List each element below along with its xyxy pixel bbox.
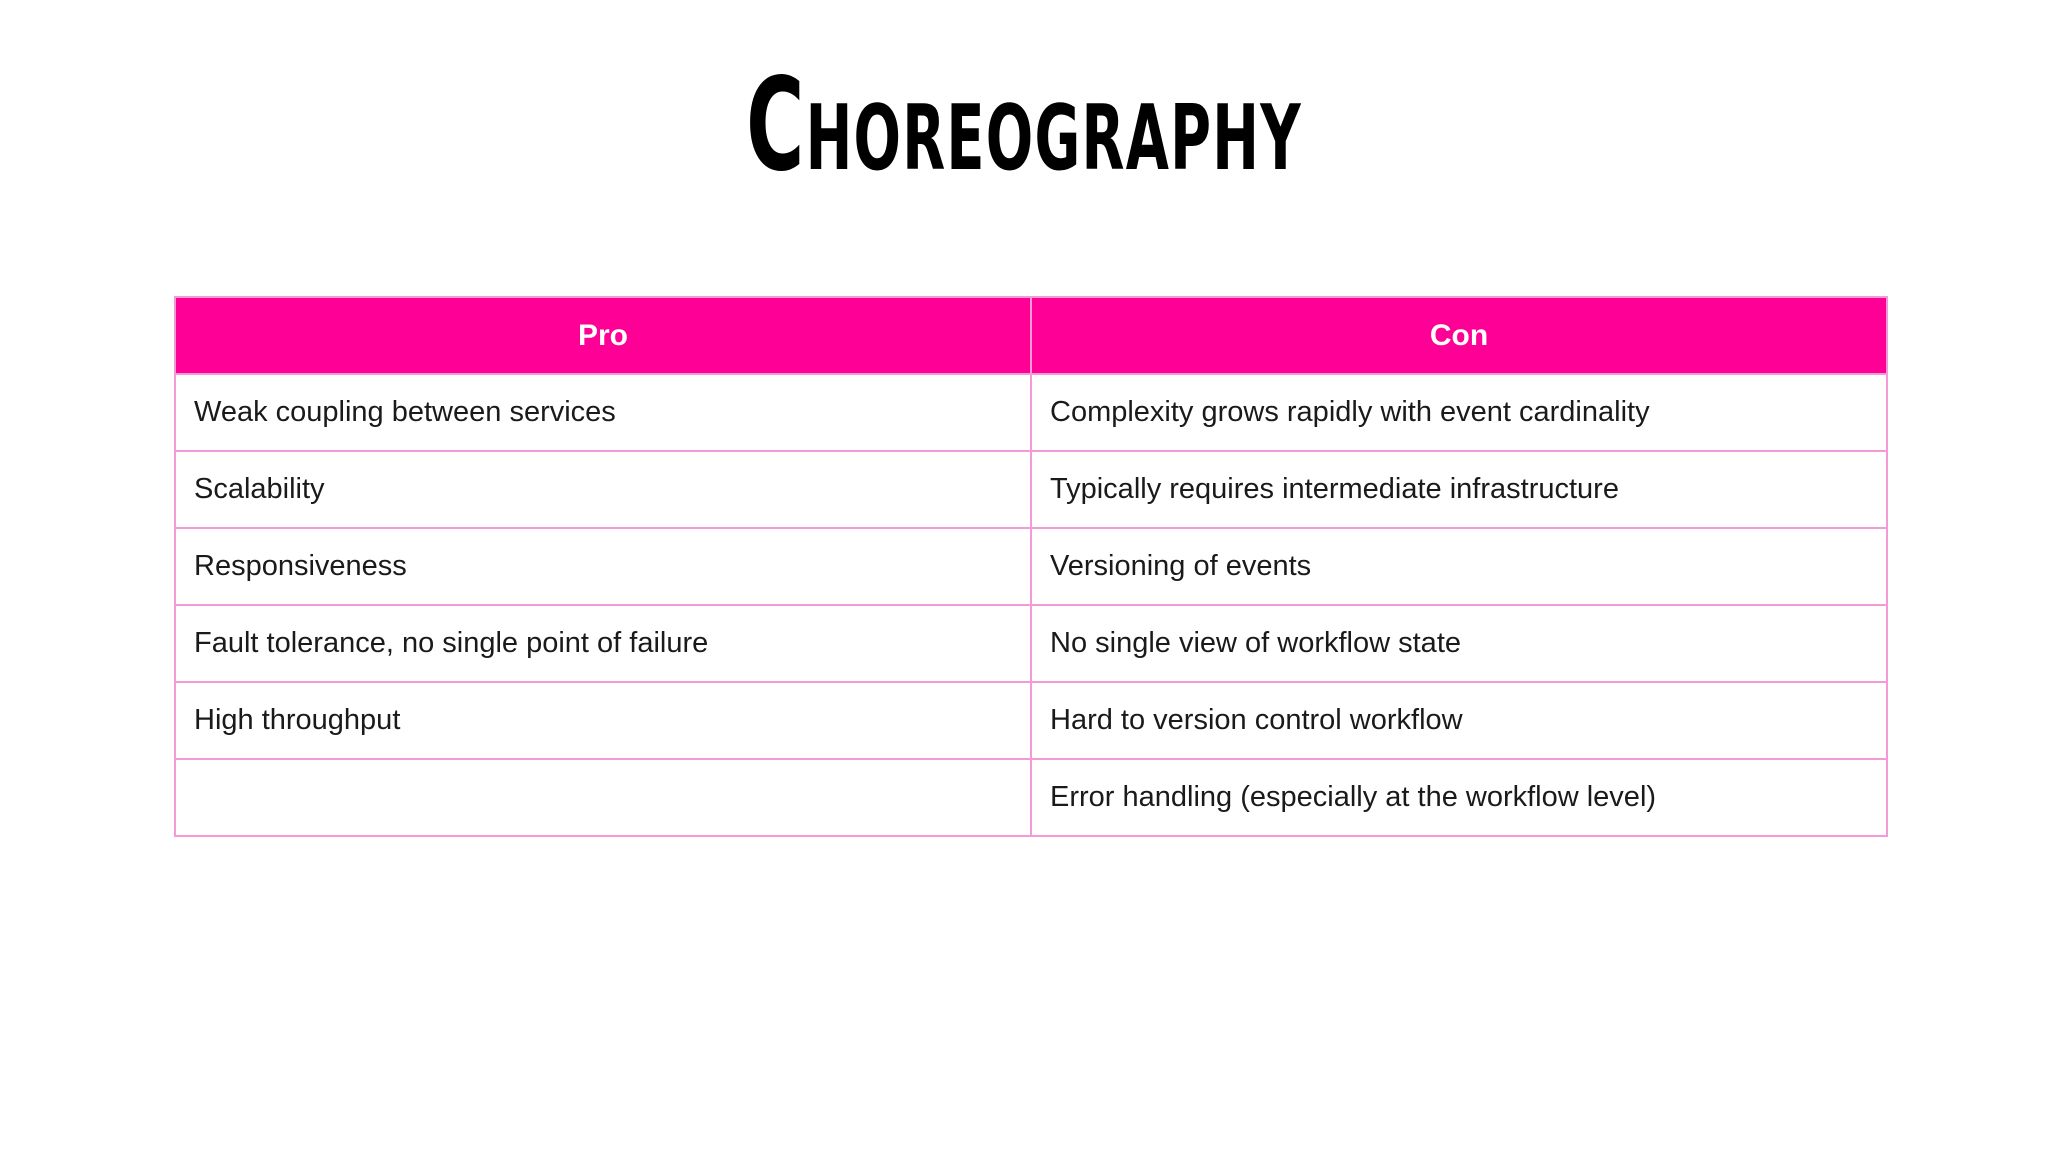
table-body <box>175 374 1887 836</box>
con-cell: Error handling (especially at the workflow level) <box>1031 759 1887 836</box>
pro-cell: Responsiveness <box>175 528 1031 605</box>
table-row <box>175 605 1887 682</box>
table-row <box>175 759 1887 836</box>
con-cell: Complexity grows rapidly with event cardinality <box>1031 374 1887 451</box>
pro-cell: Weak coupling between services <box>175 374 1031 451</box>
con-cell: Versioning of events <box>1031 528 1887 605</box>
pro-cell <box>175 759 1031 836</box>
table-row <box>175 451 1887 528</box>
pro-cell: Fault tolerance, no single point of failure <box>175 605 1031 682</box>
header-pro: Pro <box>175 297 1031 374</box>
table-header-row <box>175 297 1887 374</box>
pro-cell: High throughput <box>175 682 1031 759</box>
table-row <box>175 528 1887 605</box>
con-cell: Typically requires intermediate infrastructure <box>1031 451 1887 528</box>
table-row <box>175 682 1887 759</box>
pro-cell: Scalability <box>175 451 1031 528</box>
table-header <box>175 297 1887 374</box>
con-cell: No single view of workflow state <box>1031 605 1887 682</box>
slide-title: Choreography <box>746 51 1302 200</box>
pro-con-table <box>174 296 1888 837</box>
con-cell: Hard to version control workflow <box>1031 682 1887 759</box>
header-con: Con <box>1031 297 1887 374</box>
table-row <box>175 374 1887 451</box>
